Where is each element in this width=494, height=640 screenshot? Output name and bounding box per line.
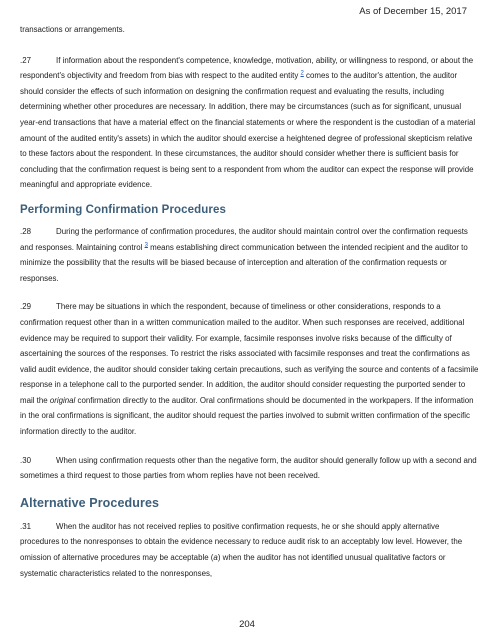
- header-date: As of December 15, 2017: [359, 6, 467, 17]
- emphasis-text: a: [213, 553, 218, 563]
- paragraph-text: comes to the auditor's attention, the auditor should consider the effects of such information on designing the confirmation request and evaluating the results, including determining whether other procedures are necessary. In addition, there may be circumstances (such as for significant, unusual year-end transactions that have a material effect on the financial statements or where the respondent is the custodian of a material amount of the audited entity's assets) in which the auditor should exercise a heightened degree of professional skepticism relative to these factors about the respondent. In these circumstances, the auditor should consider whether there is sufficient basis for concluding that the confirmation request is being sent to a respondent from whom the auditor can expect the response will provide meaningful and appropriate evidence.: [20, 71, 476, 190]
- footnote-link[interactable]: 2: [300, 70, 304, 77]
- paragraph-number: .29: [20, 302, 31, 312]
- paragraph-text: confirmation directly to the auditor. Oral confirmations should be documented in the workpapers. If the information in the oral confirmations is significant, the auditor should request the parties involved to submit written confirmation of the specific information directly to the auditor.: [20, 395, 474, 437]
- paragraph-text: When the auditor has not received replies to positive confirmation requests, he or she should apply alternative procedures to the nonresponses to obtain the evidence necessary to reduce audit risk to an acceptably low level. However, the omission of alternative procedures may be acceptable (: [20, 521, 463, 563]
- paragraph-text: There may be situations in which the respondent, because of timeliness or other considerations, responds to a confirmation request other than in a written communication mailed to the auditor. When such responses are received, additional evidence may be required to support their validity. For example, facsimile responses involve risks because of the difficulty of ascertaining the sources of the responses. To restrict the risks associated with facsimile responses and treat the confirmations as valid audit evidence, the auditor should consider taking certain precautions, such as verifying the source and contents of a facsimile response in a telephone call to the purported sender. In addition, the auditor should consider requesting the purported sender to mail the: [20, 302, 479, 405]
- paragraph-31: [20, 519, 480, 581]
- paragraph-text: During the performance of confirmation procedures, the auditor should maintain control over the confirmation requests and responses. Maintaining control: [20, 226, 468, 252]
- paragraph-number: .31: [20, 521, 31, 531]
- paragraph-text: means establishing direct communication between the intended recipient and the auditor to minimize the possibility that the results will be biased because of interception and alteration of the confirmation requests or responses.: [20, 242, 468, 283]
- paragraph-30: [20, 453, 480, 484]
- paragraph-text: ) when the auditor has not identified unusual qualitative factors or systematic characteristics related to the nonresponses,: [20, 553, 446, 578]
- paragraph-text: If information about the respondent's competence, knowledge, motivation, ability, or willingness to respond, or about the respondent's objectivity and freedom from bias with respect to the audited entity: [20, 55, 474, 81]
- footnote-link[interactable]: 3: [144, 241, 148, 248]
- section-heading: Performing Confirmation Procedures: [20, 203, 226, 216]
- continued-text: transactions or arrangements.: [20, 25, 125, 34]
- section-heading: Alternative Procedures: [20, 495, 160, 510]
- paragraph-number: .28: [20, 226, 31, 236]
- page-number: 204: [239, 619, 255, 630]
- paragraph-29: [20, 299, 480, 439]
- paragraph-27: [20, 53, 480, 193]
- paragraph-text: When using confirmation requests other than the negative form, the auditor should generally follow up with a second and sometimes a third request to those parties from whom replies have not been received.: [20, 455, 477, 481]
- document-body: [20, 22, 480, 581]
- emphasis-text: original: [49, 395, 76, 405]
- paragraph-28: [20, 224, 480, 286]
- paragraph-number: .27: [20, 55, 31, 65]
- paragraph-number: .30: [20, 455, 31, 465]
